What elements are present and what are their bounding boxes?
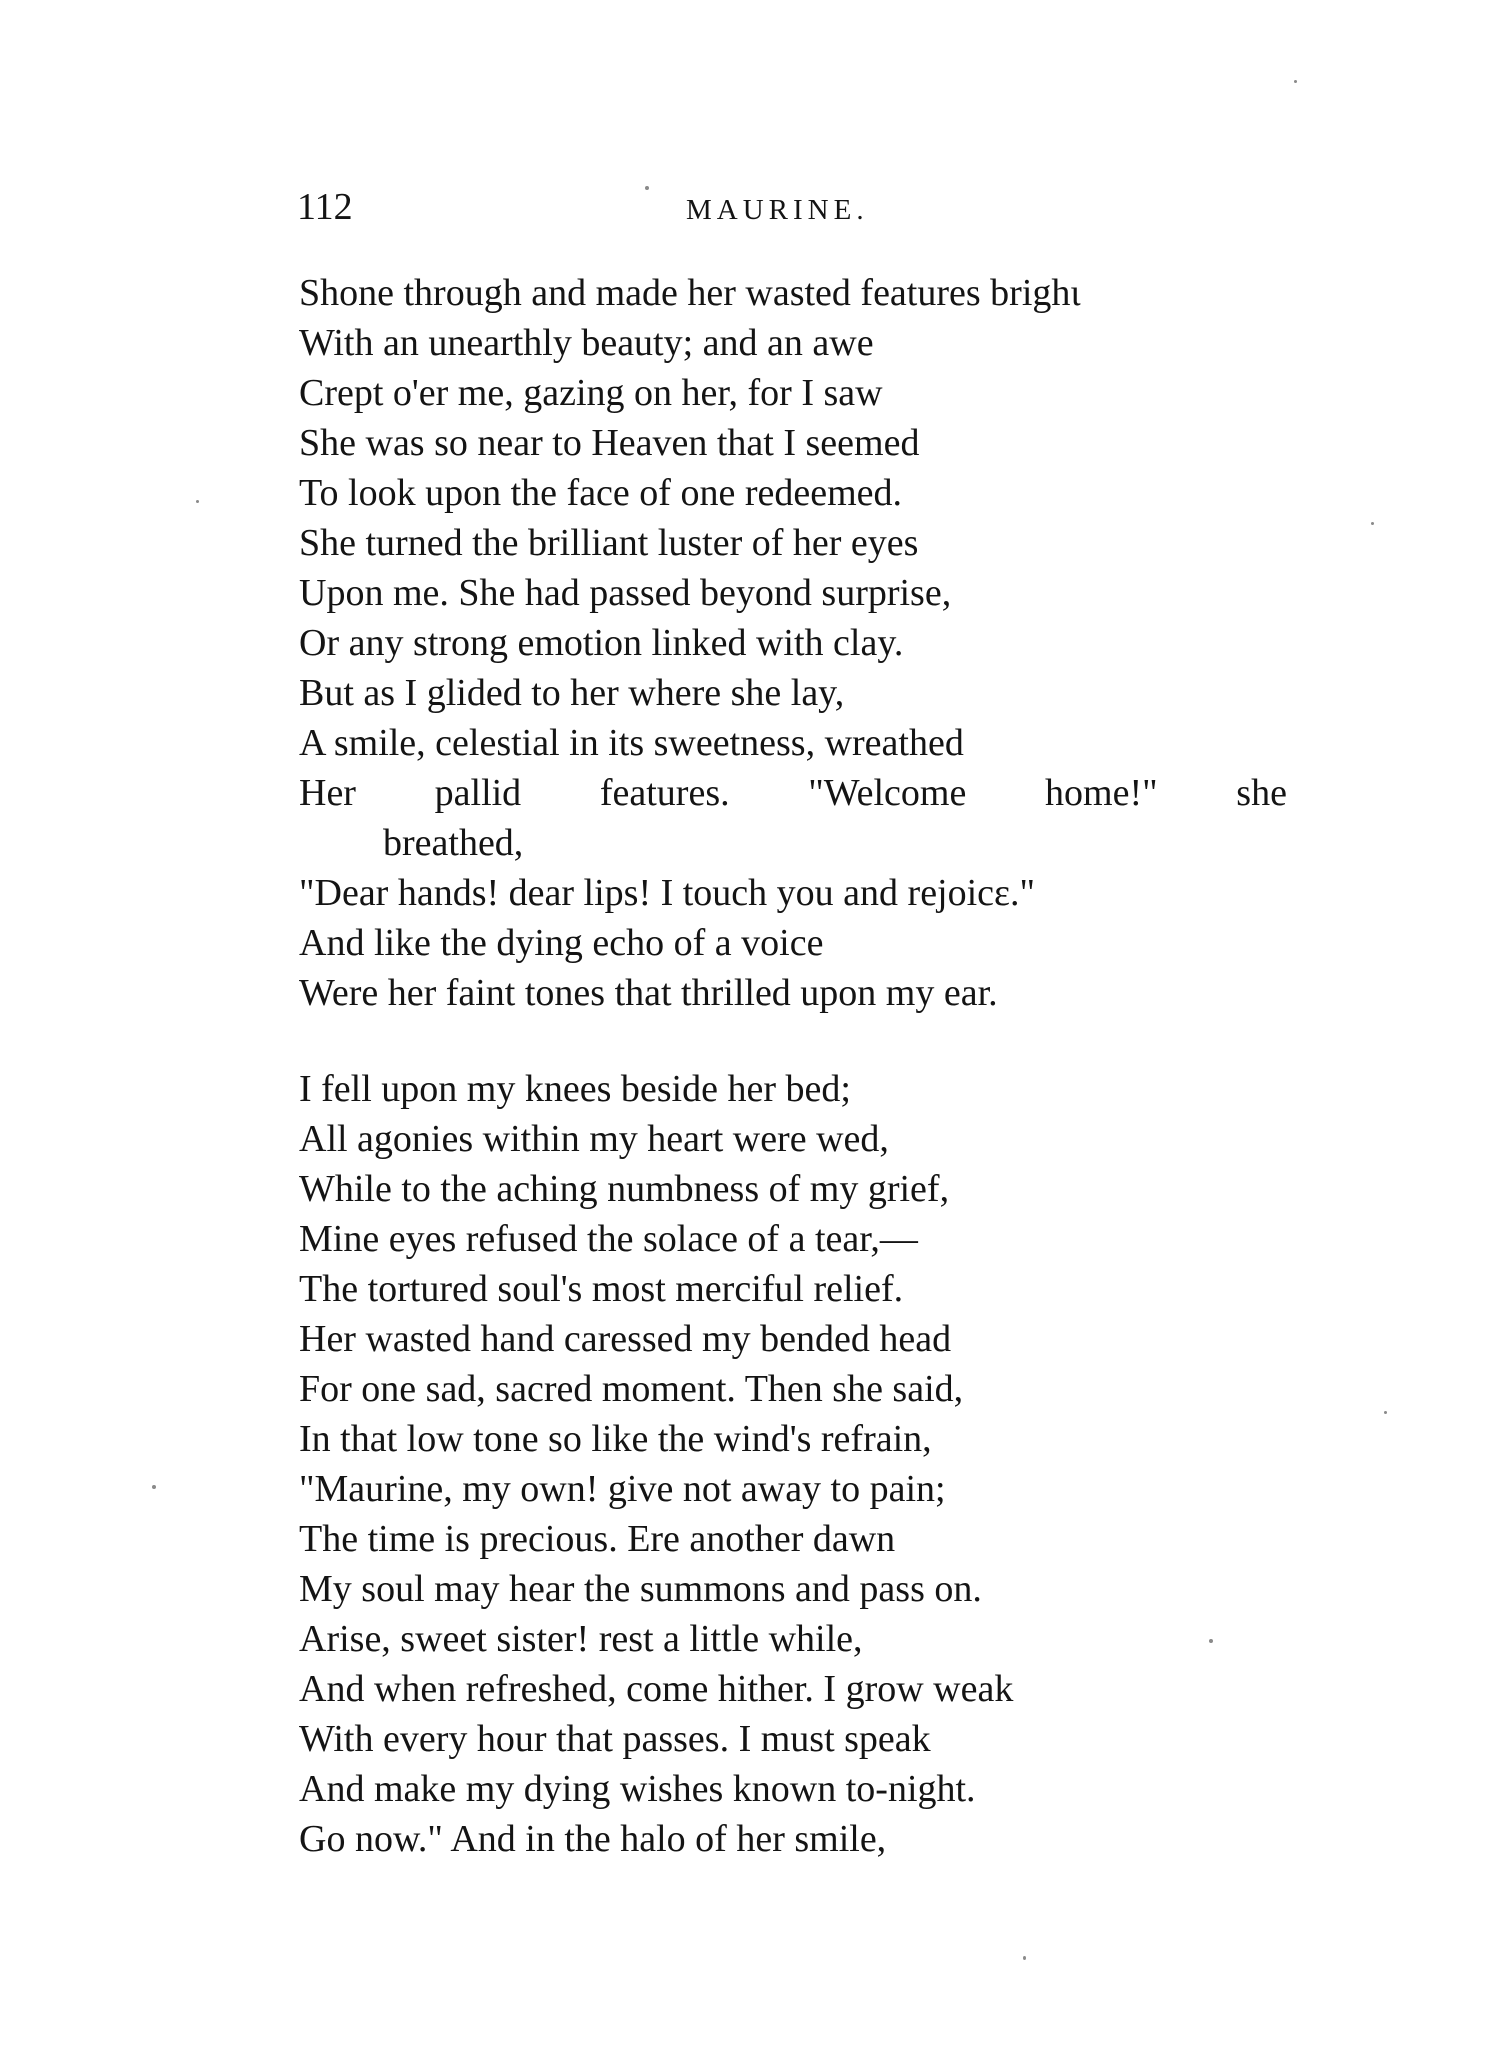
verse-word: "Welcome [808, 772, 967, 814]
verse-line: With every hour that passes. I must speak [299, 1718, 931, 1760]
verse-word: home!" [1045, 772, 1158, 814]
verse-line: The tortured soul's most merciful relief. [299, 1268, 904, 1310]
verse-line: She was so near to Heaven that I seemed [299, 422, 920, 464]
verse-line: And when refreshed, come hither. I grow weak [299, 1668, 1014, 1710]
verse-line-justified [299, 768, 1287, 818]
verse-line: For one sad, sacred moment. Then she said, [299, 1368, 964, 1410]
scan-speck [1384, 1411, 1387, 1414]
verse-line: Upon me. She had passed beyond surprise, [299, 572, 952, 614]
verse-line: She turned the brilliant luster of her eyes [299, 522, 919, 564]
verse-turnover: breathed, [383, 822, 524, 864]
verse-line: Arise, sweet sister! rest a little while, [299, 1618, 863, 1660]
verse-line: While to the aching numbness of my grief, [299, 1168, 950, 1210]
verse-word: she [1236, 772, 1287, 814]
verse-line: "Dear hands! dear lips! I touch you and rejoicε." [299, 872, 1036, 914]
verse-line: In that low tone so like the wind's refrain, [299, 1418, 932, 1460]
verse-word: features. [599, 772, 730, 814]
verse-line: Mine eyes refused the solace of a tear,— [299, 1218, 918, 1260]
stanza-1 [299, 268, 1289, 1018]
verse-word: Her [299, 772, 356, 814]
verse-line: I fell upon my knees beside her bed; [299, 1068, 851, 1110]
scan-speck [645, 186, 649, 190]
verse-line: All agonies within my heart were wed, [299, 1118, 889, 1160]
verse-line: And make my dying wishes known to-night. [299, 1768, 976, 1810]
verse-line: But as I glided to her where she lay, [299, 672, 845, 714]
scan-speck [1294, 80, 1297, 83]
scan-speck [152, 1485, 156, 1489]
verse-line: Or any strong emotion linked with clay. [299, 622, 904, 664]
page-number: 112 [297, 186, 353, 228]
verse-line: Her wasted hand caressed my bended head [299, 1318, 952, 1360]
stanza-2 [299, 1064, 1289, 1864]
scan-speck [1209, 1639, 1213, 1643]
verse-line: Were her faint tones that thrilled upon my ear. [299, 972, 998, 1014]
verse-line: A smile, celestial in its sweetness, wreathed [299, 722, 964, 764]
verse-line: To look upon the face of one redeemed. [299, 472, 902, 514]
scan-speck [196, 500, 199, 503]
verse-line: And like the dying echo of a voice [299, 922, 824, 964]
verse-line: The time is precious. Ere another dawn [299, 1518, 896, 1560]
verse-line: With an unearthly beauty; and an awe [299, 322, 874, 364]
scan-speck [1371, 522, 1374, 525]
running-title: MAURINE. [686, 194, 869, 226]
scan-speck [1023, 1956, 1026, 1960]
verse-line: My soul may hear the summons and pass on. [299, 1568, 982, 1610]
verse-line: Shone through and made her wasted features brighι [299, 272, 1081, 314]
verse-line: "Maurine, my own! give not away to pain; [299, 1468, 946, 1510]
verse-word: pallid [434, 772, 522, 814]
verse-line: Crept o'er me, gazing on her, for I saw [299, 372, 883, 414]
verse-line: Go now." And in the halo of her smile, [299, 1818, 887, 1860]
